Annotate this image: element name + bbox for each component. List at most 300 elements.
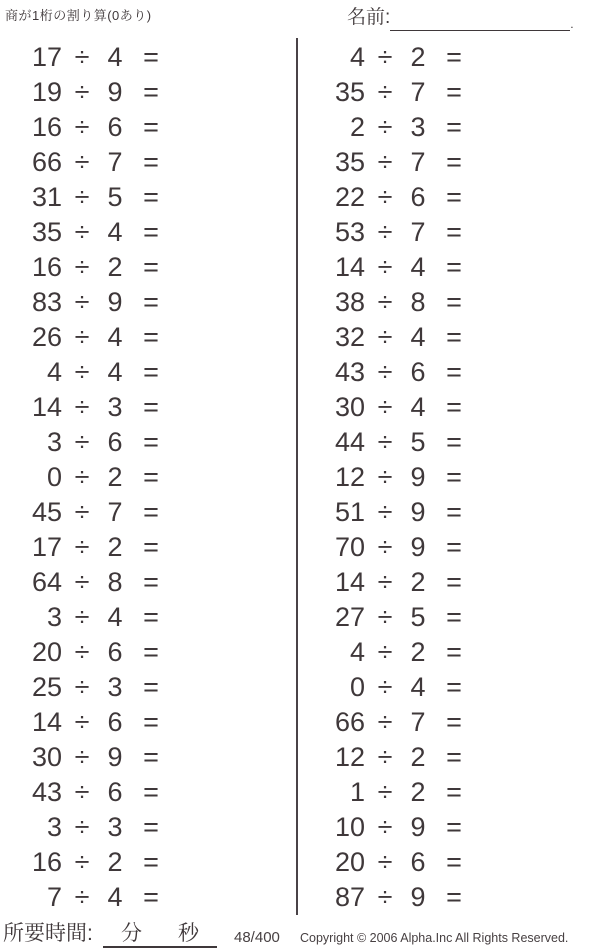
problem-row — [28, 600, 234, 635]
problem-row — [28, 845, 234, 880]
problem-row — [28, 145, 234, 180]
dividend-value: 7 — [46, 882, 62, 912]
answer-space — [174, 813, 234, 843]
answer-space — [174, 778, 234, 808]
divide-sign: ÷ — [377, 742, 393, 772]
equals-sign: = — [143, 287, 159, 317]
answer-space — [174, 288, 234, 318]
dividend-value: 53 — [334, 217, 365, 247]
problem-row — [331, 285, 537, 320]
name-label: 名前: — [347, 7, 391, 28]
problem-row — [28, 40, 234, 75]
equals-sign: = — [446, 147, 462, 177]
divisor-value: 5 — [107, 182, 123, 212]
answer-space — [477, 393, 537, 423]
dividend-value: 4 — [46, 357, 62, 387]
equals-sign: = — [446, 287, 462, 317]
answer-space — [477, 848, 537, 878]
equals-sign: = — [143, 252, 159, 282]
divisor-value: 6 — [107, 707, 123, 737]
problem-row — [331, 670, 537, 705]
dividend-value: 30 — [334, 392, 365, 422]
divide-sign: ÷ — [74, 182, 90, 212]
divisor-value: 7 — [107, 147, 123, 177]
divisor-value: 6 — [107, 112, 123, 142]
divisor-value: 4 — [410, 672, 426, 702]
divide-sign: ÷ — [377, 287, 393, 317]
divide-sign: ÷ — [74, 602, 90, 632]
answer-space — [174, 148, 234, 178]
dividend-value: 12 — [334, 462, 365, 492]
divisor-value: 3 — [107, 672, 123, 702]
divisor-value: 9 — [410, 532, 426, 562]
answer-space — [174, 603, 234, 633]
divisor-value: 6 — [107, 637, 123, 667]
answer-space — [174, 533, 234, 563]
answer-space — [174, 183, 234, 213]
divide-sign: ÷ — [377, 847, 393, 877]
divide-sign: ÷ — [377, 462, 393, 492]
answer-space — [477, 498, 537, 528]
divisor-value: 6 — [410, 357, 426, 387]
dividend-value: 16 — [31, 112, 62, 142]
equals-sign: = — [143, 777, 159, 807]
answer-space — [477, 603, 537, 633]
equals-sign: = — [446, 77, 462, 107]
dividend-value: 4 — [349, 637, 365, 667]
dividend-value: 17 — [31, 532, 62, 562]
equals-sign: = — [446, 847, 462, 877]
answer-space — [477, 253, 537, 283]
divisor-value: 2 — [107, 252, 123, 282]
answer-space — [477, 463, 537, 493]
divide-sign: ÷ — [377, 672, 393, 702]
answer-space — [477, 288, 537, 318]
divisor-value: 4 — [107, 357, 123, 387]
divisor-value: 6 — [410, 847, 426, 877]
equals-sign: = — [143, 707, 159, 737]
dividend-value: 3 — [46, 427, 62, 457]
divide-sign: ÷ — [377, 637, 393, 667]
divisor-value: 6 — [410, 182, 426, 212]
dividend-value: 2 — [349, 112, 365, 142]
dividend-value: 0 — [349, 672, 365, 702]
answer-space — [174, 428, 234, 458]
problem-row — [28, 810, 234, 845]
divide-sign: ÷ — [74, 287, 90, 317]
equals-sign: = — [446, 567, 462, 597]
equals-sign: = — [143, 217, 159, 247]
dividend-value: 14 — [31, 707, 62, 737]
divisor-value: 6 — [107, 777, 123, 807]
problem-row — [28, 635, 234, 670]
dividend-value: 51 — [334, 497, 365, 527]
answer-space — [477, 148, 537, 178]
problem-row — [28, 285, 234, 320]
divisor-value: 2 — [410, 777, 426, 807]
divisor-value: 4 — [410, 252, 426, 282]
answer-space — [477, 43, 537, 73]
minutes-label: 分 — [121, 922, 142, 945]
page-number: 48/400 — [234, 929, 280, 946]
dividend-value: 66 — [334, 707, 365, 737]
equals-sign: = — [446, 217, 462, 247]
dividend-value: 17 — [31, 42, 62, 72]
divide-sign: ÷ — [74, 777, 90, 807]
equals-sign: = — [143, 392, 159, 422]
dividend-value: 4 — [349, 42, 365, 72]
divisor-value: 7 — [107, 497, 123, 527]
problem-row — [28, 250, 234, 285]
problem-row — [331, 390, 537, 425]
divide-sign: ÷ — [74, 392, 90, 422]
problem-row — [331, 425, 537, 460]
dividend-value: 16 — [31, 252, 62, 282]
answer-space — [477, 183, 537, 213]
divisor-value: 4 — [107, 322, 123, 352]
divide-sign: ÷ — [74, 637, 90, 667]
problem-row — [28, 180, 234, 215]
dividend-value: 83 — [31, 287, 62, 317]
dividend-value: 0 — [46, 462, 62, 492]
divisor-value: 4 — [107, 42, 123, 72]
divisor-value: 7 — [410, 77, 426, 107]
answer-space — [477, 533, 537, 563]
answer-space — [477, 568, 537, 598]
divide-sign: ÷ — [377, 112, 393, 142]
divide-sign: ÷ — [377, 602, 393, 632]
divide-sign: ÷ — [377, 252, 393, 282]
divisor-value: 7 — [410, 217, 426, 247]
equals-sign: = — [143, 77, 159, 107]
problem-row — [28, 495, 234, 530]
dividend-value: 20 — [334, 847, 365, 877]
equals-sign: = — [143, 427, 159, 457]
divisor-value: 9 — [107, 77, 123, 107]
divide-sign: ÷ — [74, 707, 90, 737]
divisor-value: 2 — [107, 847, 123, 877]
equals-sign: = — [143, 322, 159, 352]
equals-sign: = — [446, 672, 462, 702]
divide-sign: ÷ — [377, 147, 393, 177]
problem-row — [331, 250, 537, 285]
dividend-value: 64 — [31, 567, 62, 597]
answer-space — [174, 218, 234, 248]
problem-row — [331, 110, 537, 145]
dividend-value: 35 — [334, 77, 365, 107]
problem-row — [331, 880, 537, 915]
answer-space — [477, 358, 537, 388]
divisor-value: 9 — [107, 287, 123, 317]
problem-row — [28, 460, 234, 495]
equals-sign: = — [446, 707, 462, 737]
divisor-value: 9 — [410, 462, 426, 492]
answer-space — [174, 43, 234, 73]
answer-space — [174, 673, 234, 703]
dividend-value: 16 — [31, 847, 62, 877]
equals-sign: = — [446, 112, 462, 142]
equals-sign: = — [143, 497, 159, 527]
divisor-value: 3 — [410, 112, 426, 142]
seconds-label: 秒 — [178, 922, 199, 945]
problem-row — [28, 425, 234, 460]
answer-space — [477, 778, 537, 808]
problem-row — [28, 565, 234, 600]
problem-row — [331, 565, 537, 600]
dividend-value: 26 — [31, 322, 62, 352]
equals-sign: = — [446, 777, 462, 807]
dividend-value: 35 — [334, 147, 365, 177]
divide-sign: ÷ — [377, 322, 393, 352]
answer-space — [174, 568, 234, 598]
answer-space — [174, 113, 234, 143]
problem-row — [28, 75, 234, 110]
dividend-value: 30 — [31, 742, 62, 772]
name-field — [347, 4, 574, 31]
dividend-value: 35 — [31, 217, 62, 247]
divisor-value: 2 — [107, 532, 123, 562]
name-line-period: . — [570, 17, 574, 31]
divide-sign: ÷ — [377, 182, 393, 212]
divisor-value: 4 — [107, 602, 123, 632]
problem-row — [331, 180, 537, 215]
equals-sign: = — [143, 42, 159, 72]
dividend-value: 14 — [31, 392, 62, 422]
equals-sign: = — [446, 42, 462, 72]
equals-sign: = — [446, 357, 462, 387]
divisor-value: 7 — [410, 147, 426, 177]
divisor-value: 2 — [107, 462, 123, 492]
problem-row — [331, 530, 537, 565]
equals-sign: = — [446, 182, 462, 212]
divisor-value: 4 — [410, 392, 426, 422]
problem-row — [28, 775, 234, 810]
dividend-value: 87 — [334, 882, 365, 912]
equals-sign: = — [143, 742, 159, 772]
divisor-value: 6 — [107, 427, 123, 457]
divide-sign: ÷ — [377, 427, 393, 457]
equals-sign: = — [143, 182, 159, 212]
answer-space — [477, 113, 537, 143]
answer-space — [477, 78, 537, 108]
divisor-value: 2 — [410, 637, 426, 667]
dividend-value: 45 — [31, 497, 62, 527]
problem-row — [331, 635, 537, 670]
dividend-value: 1 — [349, 777, 365, 807]
divisor-value: 3 — [107, 812, 123, 842]
divisor-value: 8 — [107, 567, 123, 597]
equals-sign: = — [143, 147, 159, 177]
dividend-value: 22 — [334, 182, 365, 212]
equals-sign: = — [446, 322, 462, 352]
divisor-value: 9 — [410, 812, 426, 842]
divide-sign: ÷ — [74, 112, 90, 142]
column-divider — [296, 38, 298, 915]
divisor-value: 4 — [410, 322, 426, 352]
divide-sign: ÷ — [377, 42, 393, 72]
answer-space — [477, 218, 537, 248]
divide-sign: ÷ — [377, 77, 393, 107]
equals-sign: = — [446, 252, 462, 282]
dividend-value: 3 — [46, 812, 62, 842]
divisor-value: 5 — [410, 602, 426, 632]
divide-sign: ÷ — [74, 357, 90, 387]
problem-row — [331, 495, 537, 530]
divide-sign: ÷ — [377, 497, 393, 527]
divisor-value: 9 — [107, 742, 123, 772]
answer-space — [477, 743, 537, 773]
divisor-value: 4 — [107, 882, 123, 912]
divide-sign: ÷ — [74, 147, 90, 177]
dividend-value: 19 — [31, 77, 62, 107]
divisor-value: 3 — [107, 392, 123, 422]
divisor-value: 9 — [410, 882, 426, 912]
equals-sign: = — [446, 462, 462, 492]
dividend-value: 43 — [31, 777, 62, 807]
divide-sign: ÷ — [74, 532, 90, 562]
answer-space — [174, 358, 234, 388]
equals-sign: = — [446, 637, 462, 667]
problem-row — [28, 740, 234, 775]
divide-sign: ÷ — [74, 42, 90, 72]
divisor-value: 2 — [410, 42, 426, 72]
dividend-value: 10 — [334, 812, 365, 842]
answer-space — [174, 78, 234, 108]
divide-sign: ÷ — [74, 742, 90, 772]
answer-space — [174, 498, 234, 528]
problem-row — [331, 705, 537, 740]
equals-sign: = — [446, 392, 462, 422]
problem-row — [28, 670, 234, 705]
time-required-label: 所要時間: — [3, 922, 93, 945]
equals-sign: = — [143, 672, 159, 702]
equals-sign: = — [143, 602, 159, 632]
divisor-value: 4 — [107, 217, 123, 247]
answer-space — [174, 848, 234, 878]
divide-sign: ÷ — [377, 882, 393, 912]
problem-row — [28, 355, 234, 390]
problem-row — [331, 810, 537, 845]
problem-row — [28, 215, 234, 250]
dividend-value: 20 — [31, 637, 62, 667]
divide-sign: ÷ — [74, 252, 90, 282]
divide-sign: ÷ — [74, 812, 90, 842]
answer-space — [477, 883, 537, 913]
problem-row — [331, 775, 537, 810]
answer-space — [477, 638, 537, 668]
equals-sign: = — [143, 462, 159, 492]
divide-sign: ÷ — [74, 497, 90, 527]
answer-space — [174, 883, 234, 913]
problem-row — [331, 600, 537, 635]
equals-sign: = — [143, 637, 159, 667]
dividend-value: 43 — [334, 357, 365, 387]
answer-space — [174, 708, 234, 738]
problem-row — [331, 40, 537, 75]
time-input-line — [103, 921, 217, 948]
divide-sign: ÷ — [74, 427, 90, 457]
dividend-value: 70 — [334, 532, 365, 562]
answer-space — [477, 708, 537, 738]
name-input-line — [390, 5, 570, 31]
dividend-value: 32 — [334, 322, 365, 352]
problem-row — [28, 880, 234, 915]
problem-row — [331, 75, 537, 110]
equals-sign: = — [143, 882, 159, 912]
dividend-value: 27 — [334, 602, 365, 632]
answer-space — [477, 428, 537, 458]
problems-column-right — [331, 40, 537, 915]
divide-sign: ÷ — [74, 882, 90, 912]
problem-row — [331, 145, 537, 180]
answer-space — [477, 323, 537, 353]
worksheet-title: 商が1桁の割り算(0あり) — [5, 8, 152, 23]
problem-row — [331, 460, 537, 495]
divisor-value: 9 — [410, 497, 426, 527]
divide-sign: ÷ — [377, 777, 393, 807]
divide-sign: ÷ — [74, 462, 90, 492]
divide-sign: ÷ — [74, 322, 90, 352]
dividend-value: 44 — [334, 427, 365, 457]
problem-row — [28, 705, 234, 740]
divisor-value: 2 — [410, 567, 426, 597]
equals-sign: = — [446, 602, 462, 632]
dividend-value: 31 — [31, 182, 62, 212]
problem-row — [331, 845, 537, 880]
answer-space — [174, 393, 234, 423]
dividend-value: 14 — [334, 252, 365, 282]
equals-sign: = — [446, 427, 462, 457]
answer-space — [174, 323, 234, 353]
dividend-value: 25 — [31, 672, 62, 702]
divide-sign: ÷ — [377, 567, 393, 597]
divide-sign: ÷ — [74, 217, 90, 247]
dividend-value: 38 — [334, 287, 365, 317]
answer-space — [477, 813, 537, 843]
equals-sign: = — [446, 882, 462, 912]
problem-row — [28, 110, 234, 145]
equals-sign: = — [143, 847, 159, 877]
equals-sign: = — [143, 357, 159, 387]
problem-row — [331, 355, 537, 390]
equals-sign: = — [143, 112, 159, 142]
equals-sign: = — [446, 497, 462, 527]
dividend-value: 12 — [334, 742, 365, 772]
dividend-value: 66 — [31, 147, 62, 177]
divisor-value: 2 — [410, 742, 426, 772]
problem-row — [331, 740, 537, 775]
equals-sign: = — [446, 742, 462, 772]
divide-sign: ÷ — [377, 532, 393, 562]
divide-sign: ÷ — [74, 77, 90, 107]
divide-sign: ÷ — [377, 357, 393, 387]
divide-sign: ÷ — [74, 847, 90, 877]
answer-space — [174, 253, 234, 283]
divide-sign: ÷ — [377, 217, 393, 247]
divide-sign: ÷ — [74, 567, 90, 597]
answer-space — [477, 673, 537, 703]
answer-space — [174, 638, 234, 668]
problem-row — [28, 530, 234, 565]
divide-sign: ÷ — [74, 672, 90, 702]
answer-space — [174, 743, 234, 773]
problems-column-left — [28, 40, 234, 915]
divide-sign: ÷ — [377, 392, 393, 422]
problem-row — [28, 390, 234, 425]
equals-sign: = — [446, 812, 462, 842]
equals-sign: = — [446, 532, 462, 562]
divisor-value: 8 — [410, 287, 426, 317]
